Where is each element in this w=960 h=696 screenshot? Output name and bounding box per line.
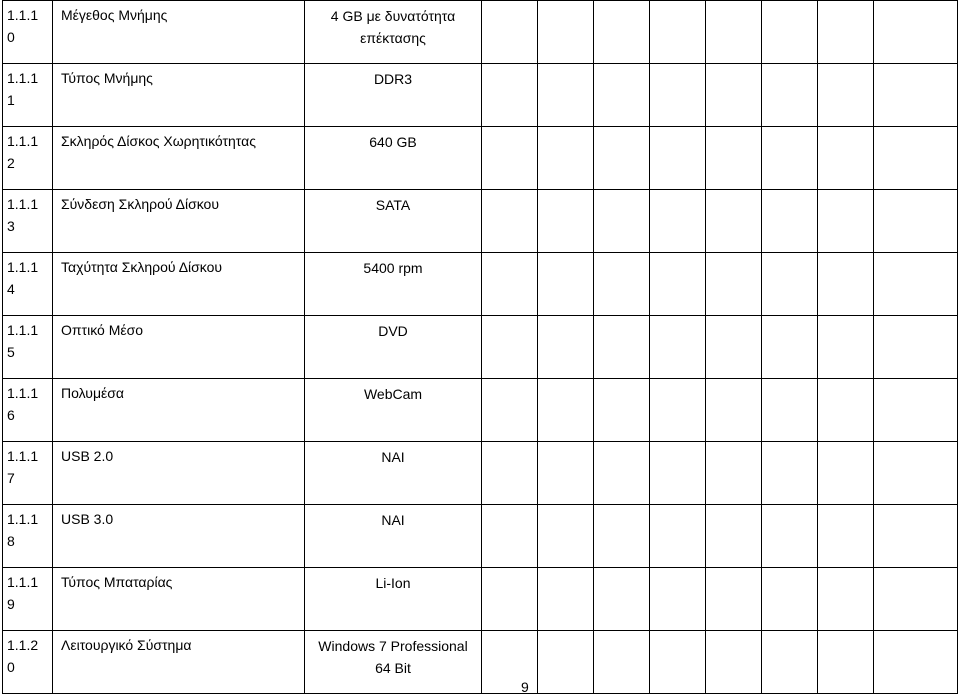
row-value-cell <box>305 505 482 568</box>
blank-cell <box>818 190 874 253</box>
blank-cell <box>538 190 594 253</box>
blank-cell <box>538 379 594 442</box>
blank-cell <box>538 316 594 379</box>
blank-cell <box>538 127 594 190</box>
blank-cell <box>706 568 762 631</box>
blank-cell <box>650 1 706 64</box>
table-row <box>3 316 958 379</box>
blank-cell <box>762 379 818 442</box>
blank-cell <box>762 127 818 190</box>
blank-cell <box>594 568 650 631</box>
row-label: USB 2.0 <box>53 442 305 505</box>
blank-cell <box>818 631 874 694</box>
row-value-cell <box>305 316 482 379</box>
blank-cell <box>650 379 706 442</box>
row-value: DVD <box>378 323 408 339</box>
blank-cell <box>874 442 958 505</box>
row-value-cell <box>305 64 482 127</box>
row-number: 1.1.2 0 <box>3 631 53 694</box>
blank-cell <box>650 64 706 127</box>
blank-cell <box>874 505 958 568</box>
blank-cell <box>706 1 762 64</box>
blank-cell <box>538 442 594 505</box>
blank-cell <box>650 190 706 253</box>
row-value-cell <box>305 1 482 64</box>
blank-cell <box>874 253 958 316</box>
blank-cell <box>482 568 538 631</box>
table-row <box>3 379 958 442</box>
blank-cell <box>818 253 874 316</box>
blank-cell <box>874 1 958 64</box>
row-label: Λειτουργικό Σύστημα <box>53 631 305 694</box>
table-row <box>3 631 958 694</box>
row-value-cell <box>305 253 482 316</box>
row-value: Li-Ion <box>375 575 411 591</box>
blank-cell <box>538 64 594 127</box>
blank-cell <box>538 253 594 316</box>
blank-cell <box>594 64 650 127</box>
blank-cell <box>594 1 650 64</box>
row-number: 1.1.1 9 <box>3 568 53 631</box>
table-row <box>3 253 958 316</box>
table-row <box>3 64 958 127</box>
row-label: Μέγεθος Μνήμης <box>53 1 305 64</box>
blank-cell <box>482 316 538 379</box>
row-number: 1.1.1 6 <box>3 379 53 442</box>
row-number: 1.1.1 5 <box>3 316 53 379</box>
blank-cell <box>650 505 706 568</box>
blank-cell <box>762 505 818 568</box>
blank-cell <box>706 442 762 505</box>
row-number: 1.1.1 1 <box>3 64 53 127</box>
blank-cell <box>818 316 874 379</box>
blank-cell <box>762 190 818 253</box>
row-value: 640 GB <box>369 134 417 150</box>
table-row <box>3 505 958 568</box>
blank-cell <box>706 379 762 442</box>
blank-cell <box>538 631 594 694</box>
blank-cell <box>762 64 818 127</box>
blank-cell <box>482 505 538 568</box>
row-value-cell <box>305 568 482 631</box>
row-label: Τύπος Μπαταρίας <box>53 568 305 631</box>
blank-cell <box>874 568 958 631</box>
row-label: Τύπος Μνήμης <box>53 64 305 127</box>
blank-cell <box>594 631 650 694</box>
blank-cell <box>706 64 762 127</box>
blank-cell <box>874 64 958 127</box>
blank-cell <box>762 1 818 64</box>
row-value: Windows 7 Professional 64 Bit <box>318 638 468 676</box>
row-value-cell <box>305 127 482 190</box>
row-value-cell <box>305 442 482 505</box>
blank-cell <box>874 127 958 190</box>
spec-table-body <box>3 1 958 694</box>
blank-cell <box>818 127 874 190</box>
blank-cell <box>650 253 706 316</box>
blank-cell <box>706 505 762 568</box>
row-label: USB 3.0 <box>53 505 305 568</box>
blank-cell <box>762 253 818 316</box>
blank-cell <box>594 190 650 253</box>
row-label: Σύνδεση Σκληρού Δίσκου <box>53 190 305 253</box>
row-number: 1.1.1 8 <box>3 505 53 568</box>
blank-cell <box>650 442 706 505</box>
blank-cell <box>706 316 762 379</box>
spec-table <box>2 0 958 694</box>
row-label: Σκληρός Δίσκος Χωρητικότητας <box>53 127 305 190</box>
blank-cell <box>706 253 762 316</box>
blank-cell <box>818 64 874 127</box>
row-value: WebCam <box>363 386 423 402</box>
blank-cell <box>482 64 538 127</box>
blank-cell <box>594 127 650 190</box>
row-value: DDR3 <box>373 71 413 87</box>
row-value-cell <box>305 379 482 442</box>
blank-cell <box>594 379 650 442</box>
row-value-cell <box>305 190 482 253</box>
table-row <box>3 1 958 64</box>
blank-cell <box>874 631 958 694</box>
blank-cell <box>762 631 818 694</box>
row-number: 1.1.1 2 <box>3 127 53 190</box>
blank-cell <box>594 442 650 505</box>
blank-cell <box>818 442 874 505</box>
blank-cell <box>650 631 706 694</box>
blank-cell <box>650 127 706 190</box>
blank-cell <box>874 190 958 253</box>
blank-cell <box>538 568 594 631</box>
blank-cell <box>594 253 650 316</box>
table-row <box>3 568 958 631</box>
blank-cell <box>594 316 650 379</box>
row-value: 4 GB με δυνατότητα επέκτασης <box>330 8 456 46</box>
blank-cell <box>706 190 762 253</box>
blank-cell <box>594 505 650 568</box>
row-value: SATA <box>375 197 411 213</box>
blank-cell <box>538 505 594 568</box>
blank-cell <box>706 631 762 694</box>
blank-cell <box>762 568 818 631</box>
row-value: 5400 rpm <box>363 260 423 276</box>
row-value-cell <box>305 631 482 694</box>
blank-cell <box>706 127 762 190</box>
blank-cell <box>818 505 874 568</box>
row-number: 1.1.1 7 <box>3 442 53 505</box>
page-number: 9 <box>521 679 529 695</box>
row-label: Οπτικό Μέσο <box>53 316 305 379</box>
blank-cell <box>650 316 706 379</box>
blank-cell <box>762 442 818 505</box>
row-value: ΝΑΙ <box>381 512 405 528</box>
blank-cell <box>482 1 538 64</box>
blank-cell <box>818 379 874 442</box>
blank-cell <box>650 568 706 631</box>
blank-cell <box>818 568 874 631</box>
row-number: 1.1.1 0 <box>3 1 53 64</box>
row-value: ΝΑΙ <box>381 449 405 465</box>
row-number: 1.1.1 4 <box>3 253 53 316</box>
blank-cell <box>482 631 538 694</box>
blank-cell <box>482 442 538 505</box>
blank-cell <box>482 190 538 253</box>
table-row <box>3 190 958 253</box>
row-label: Πολυμέσα <box>53 379 305 442</box>
blank-cell <box>874 316 958 379</box>
table-row <box>3 127 958 190</box>
row-number: 1.1.1 3 <box>3 190 53 253</box>
blank-cell <box>762 316 818 379</box>
blank-cell <box>482 127 538 190</box>
blank-cell <box>482 379 538 442</box>
blank-cell <box>538 1 594 64</box>
blank-cell <box>818 1 874 64</box>
table-row <box>3 442 958 505</box>
blank-cell <box>874 379 958 442</box>
row-label: Ταχύτητα Σκληρού Δίσκου <box>53 253 305 316</box>
blank-cell <box>482 253 538 316</box>
